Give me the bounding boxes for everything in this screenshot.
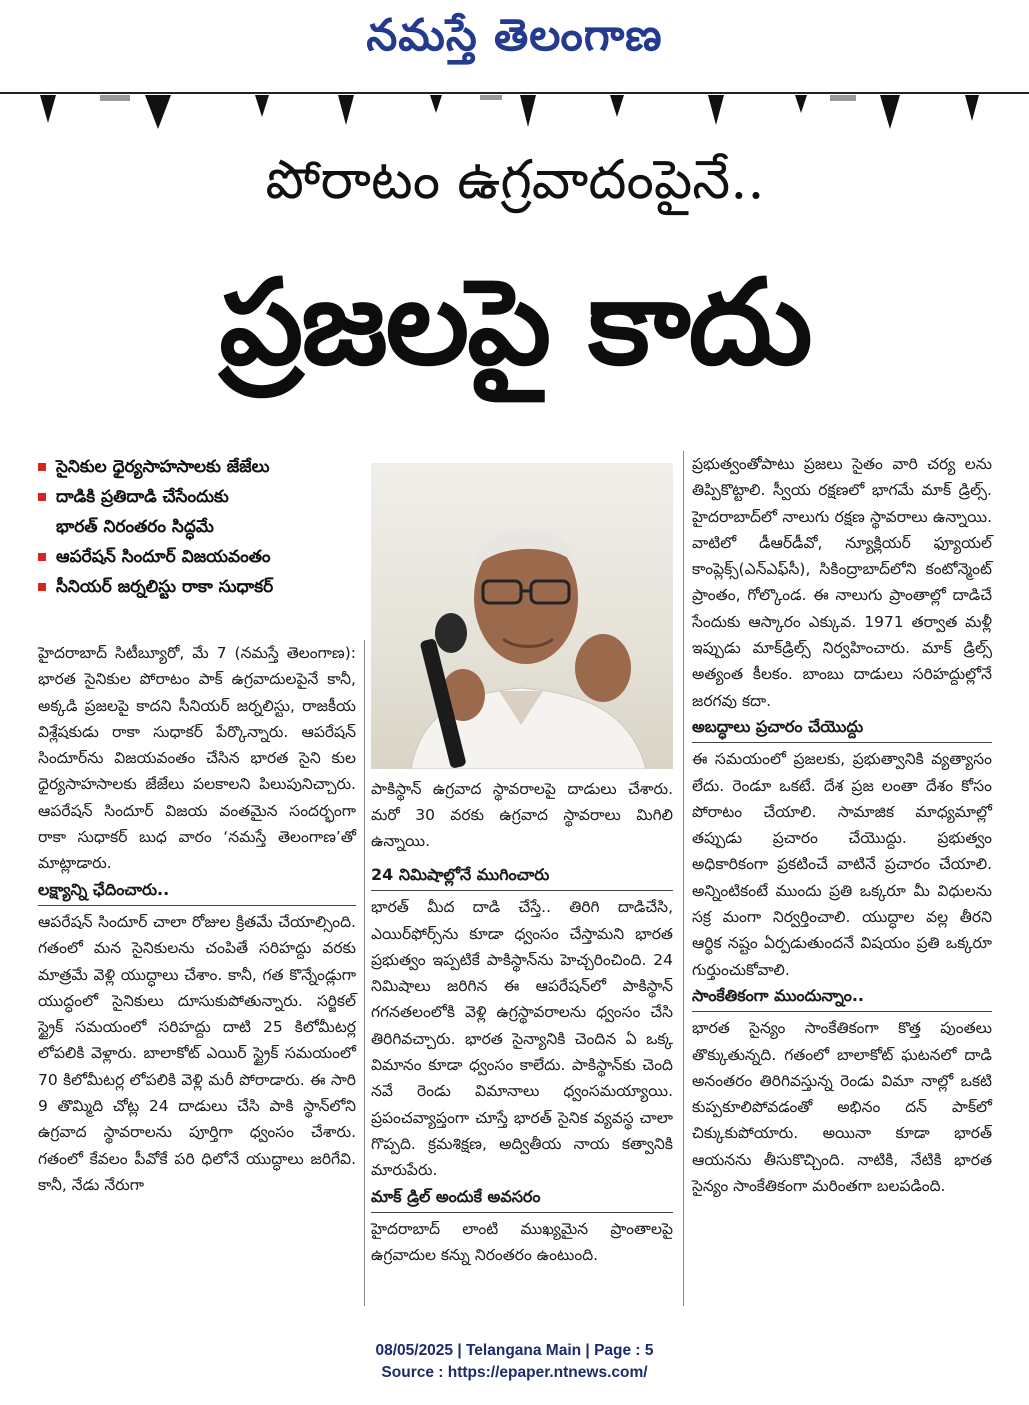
speaker-photo	[371, 463, 673, 769]
banner-ornament-icon	[0, 95, 1029, 135]
decorative-banner	[0, 95, 1029, 135]
main-headline: ప్రజలపై కాదు	[219, 253, 811, 391]
column-divider	[683, 451, 684, 1306]
subheading-rule	[38, 905, 356, 906]
red-square-bullet-icon	[38, 463, 46, 471]
masthead-rule	[0, 92, 1029, 94]
article-paragraph: భారత్ మీద దాడి చేస్తే.. తిరిగి దాడిచేసి, ఎయిర్‌ఫోర్స్‌ను కూడా ధ్వంసం చేస్తామని భారత ప్రభుత్వం ఇప్పటికే పాకిస్థాన్‌ను హెచ్చరించింది. 24 నిమిషాలు జరిగిన ఈ ఆపరేషన్‌లో పాకిస్థాన్ గగనతలంలోకి వెళ్లి ఉగ్రస్థావరాలను ధ్వంసం చేసి తిరిగివచ్చారు. భారత సైన్యానికి చెందిన ఏ ఒక్క విమానం కూడా ధ్వంసం కాలేదు. పాకిస్థాన్‌కు చెంది నవే రెండు విమానాలు ధ్వంసమయ్యాయి. ప్రపంచవ్యాప్తంగా చూస్తే భారత్ సైనిక వ్యవస్థ చాలా గొప్పది. క్రమశిక్షణ, అద్వితీయ నాయ కత్వానికి మారుపేరు.	[371, 898, 673, 1180]
article-paragraph: హైదరాబాద్ లాంటి ముఖ్యమైన ప్రాంతాలపై ఉగ్రవాదుల కన్ను నిరంతరం ఉంటుంది.	[371, 1219, 673, 1265]
speaker-portrait-icon	[371, 463, 673, 769]
newspaper-masthead: నమస్తే తెలంగాణ	[366, 10, 663, 61]
highlight-text: దాడికి ప్రతిదాడి చేసేందుకు	[56, 487, 229, 507]
subheading: సాంకేతికంగా ముందున్నాం..	[692, 985, 864, 1005]
photo-caption: పాకిస్థాన్ ఉగ్రవాద స్థావరాలపై దాడులు చేశారు. మరో 30 వరకు ఉగ్రవాద స్థావరాలు మిగిలి ఉన్నాయి.	[371, 780, 673, 850]
footer-source-link[interactable]: Source : https://epaper.ntnews.com/	[381, 1364, 648, 1381]
highlight-item	[38, 452, 368, 482]
subheading-rule	[371, 890, 673, 891]
highlight-text: సీనియర్ జర్నలిస్టు రాకా సుధాకర్	[56, 577, 274, 597]
article-column-2	[371, 862, 673, 1268]
red-square-bullet-icon	[38, 583, 46, 591]
column-divider	[364, 640, 365, 1306]
subheading-rule	[371, 1212, 673, 1213]
footer-edition-info: 08/05/2025 | Telangana Main | Page : 5	[375, 1342, 654, 1359]
subheading: అబద్ధాలు ప్రచారం చేయొద్దు	[692, 716, 864, 736]
highlights-list	[38, 452, 368, 602]
article-paragraph: ఈ సమయంలో ప్రజలకు, ప్రభుత్వానికి వ్యత్యాసం లేదు. రెండూ ఒకటే. దేశ ప్రజ లంతా దేశం కోసం పోరాటం చేయాలి. సామాజిక మాధ్యమాల్లో తప్పుడు ప్రచారం చేయొద్దు. ప్రభుత్వం అధికారికంగా ప్రకటించే వాటినే ప్రచారం చేయాలి. అన్నింటికంటే ముందు ప్రతి ఒక్కరూ మీ విధులను సక్ర మంగా నిర్వర్తించాలి. యుద్ధాల వల్ల తీరని ఆర్థిక నష్టం ఏర్పడుతుందనే విషయం ప్రతి ఒక్కరూ గుర్తుంచుకోవాలి.	[692, 750, 992, 979]
article-paragraph: ప్రభుత్వంతోపాటు ప్రజలు సైతం వారి చర్య లను తిప్పికొట్టాలి. స్వీయ రక్షణలో భాగమే మాక్ డ్రిల్స్. హైదరాబాద్‌లో నాలుగు రక్షణ స్థావరాలు ఉన్నాయి. వాటిలో డీఆర్‌డీవో, న్యూక్లియర్ ఫ్యూయల్ కాంప్లెక్స్(ఎన్‌ఎఫ్‌సీ), సికింద్రాబాద్‌లోని కంటోన్మెంట్ ప్రాంతం, గోల్కొండ. ఈ నాలుగు ప్రాంతాల్లో దాడిచే సేందుకు ఆస్కారం ఎక్కువ. 1971 తర్వాత మళ్లీ ఇప్పుడు మాక్‌డ్రిల్స్ నిర్వహించారు. మాక్ డ్రిల్స్ అత్యంత కీలకం. బాంబు దాడులు సరిహద్దుల్లోనే జరగవు కదా.	[692, 455, 992, 710]
subheading: 24 నిమిషాల్లోనే ముగించారు	[371, 865, 550, 884]
page-footer	[0, 1340, 1029, 1384]
subheading: లక్ష్యాన్ని ఛేదించారు..	[38, 879, 170, 899]
red-square-bullet-icon	[38, 553, 46, 561]
highlight-item	[38, 542, 368, 572]
highlight-text: భారత్ నిరంతరం సిద్ధమే	[56, 517, 214, 537]
highlight-item-continued	[38, 512, 368, 542]
article-paragraph: భారత సైన్యం సాంకేతికంగా కొత్త పుంతలు తొక్కుతున్నది. గతంలో బాలాకోట్ ఘటనలో దాడి అనంతరం తిరిగివస్తున్న రెండు విమా నాల్లో ఒకటి కుప్పకూలిపోవడంతో అభినం దన్ పాక్‌లో చిక్కుకుపోయారు. అయినా కూడా భారత్ ఆయనను తీసుకొచ్చింది. నాటికి, నేటికి భారత సైన్యం సాంకేతికంగా మరింతగా బలపడింది.	[692, 1019, 992, 1196]
highlight-text: సైనికుల ధైర్యసాహసాలకు జేజేలు	[56, 457, 270, 477]
headline-kicker: పోరాటం ఉగ్రవాదంపైనే..	[265, 148, 765, 211]
article-paragraph: ఆపరేషన్ సిందూర్ చాలా రోజుల క్రితమే చేయాల్సింది. గతంలో మన సైనికులను చంపితే సరిహద్దు వరకు మాత్రమే వెళ్లి యుద్ధాలు చేశాం. కానీ, గత కొన్నేండ్లుగా యుద్ధంలో సైనికులు దూసుకుపోతున్నారు. సర్జికల్ స్ట్రైక్ సమయంలో సరిహద్దు దాటి 25 కిలోమీటర్ల లోపలికి వెళ్లారు. బాలాకోట్ ఎయిర్ స్ట్రైక్ సమయంలో 70 కిలోమీటర్ల లోపలికి వెళ్లి మరీ పోరాడారు. ఈ సారి 9 తొమ్మిది చోట్ల 24 దాడులు చేసి పాకి స్థాన్‌లోని ఉగ్రవాద స్థావరాలను పూర్తిగా ధ్వంసం చేశారు. గతంలో కేవలం పీవోకే పరి ధిలోనే యుద్ధాలు జరిగేవి. కానీ, నేడు నేరుగా	[38, 912, 356, 1194]
subheading: మాక్ డ్రిల్ అందుకే అవసరం	[371, 1186, 541, 1206]
article-column-3	[692, 451, 992, 1199]
highlight-text: ఆపరేషన్ సిందూర్ విజయవంతం	[56, 547, 271, 567]
red-square-bullet-icon	[38, 493, 46, 501]
subheading-rule	[692, 1011, 992, 1012]
article-column-1	[38, 640, 356, 1198]
highlight-item	[38, 482, 368, 512]
subheading-rule	[692, 742, 992, 743]
highlight-item	[38, 572, 368, 602]
article-intro: హైదరాబాద్ సిటీబ్యూరో, మే 7 (నమస్తే తెలంగాణ): భారత సైనికుల పోరాటం పాక్ ఉగ్రవాదులపైనే కానీ, అక్కడి ప్రజలపై కాదని సీనియర్ జర్నలిస్టు, రాజకీయ విశ్లేషకుడు రాకా సుధాకర్ పేర్కొన్నారు. ఆపరేషన్ సిందూర్‌ను విజయవంతం చేసిన భారత సైని కుల ధైర్యసాహసాలకు జేజేలు పలకాలని పిలుపునిచ్చారు. ఆపరేషన్ సిందూర్ విజయ వంతమైన సందర్భంగా రాకా సుధాకర్ బుధ వారం ‘నమస్తే తెలంగాణ’తో మాట్లాడారు.	[38, 644, 356, 873]
